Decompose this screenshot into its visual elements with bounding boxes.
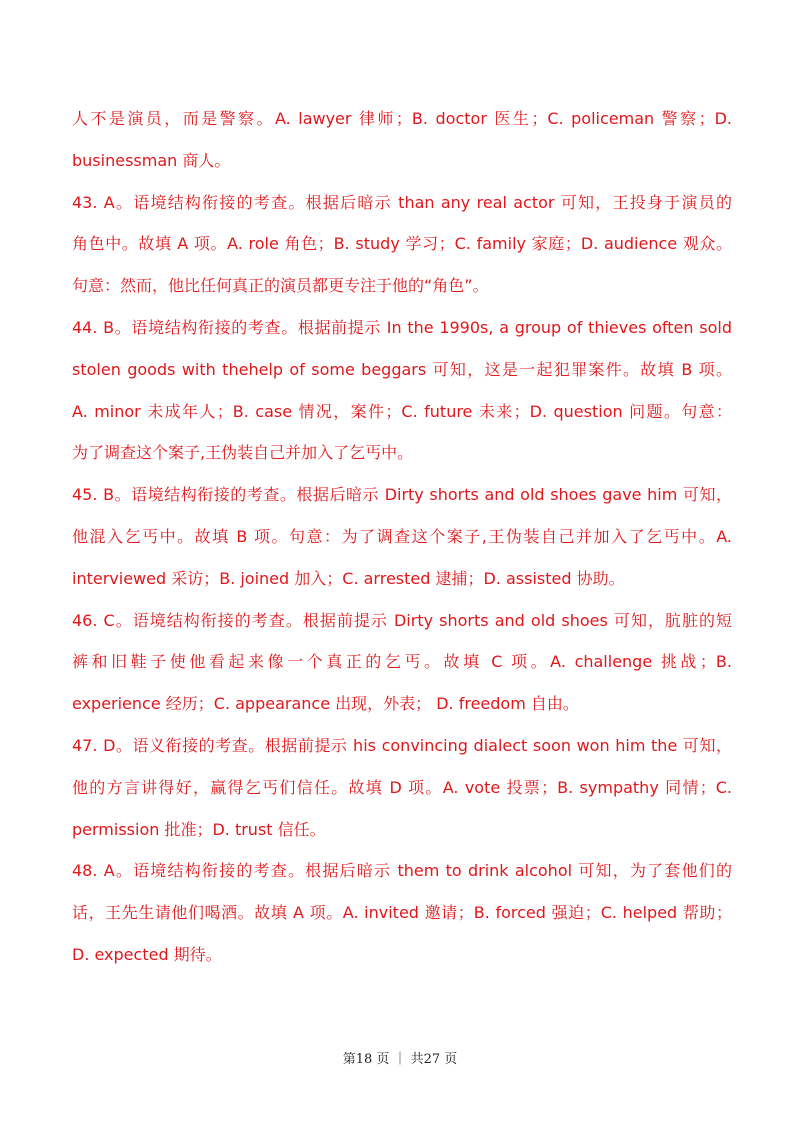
text-line: stolen goods with thehelp of some beggars 可知，这是一起犯罪案件。故填 B 项。 — [72, 359, 732, 379]
text-line: interviewed 采访；B. joined 加入；C. arrested 逮捕；D. assisted 协助。 — [72, 568, 625, 588]
text-line: 他混入乞丐中。故填 B 项。句意：为了调查这个案子,王伪装自己并加入了乞丐中。A. — [72, 526, 732, 546]
text-line: 44. B。语境结构衔接的考查。根据前提示 In the 1990s, a group of thieves often sold — [72, 317, 732, 337]
text-line: permission 批准；D. trust 信任。 — [72, 819, 326, 839]
text-line: 句意：然而，他比任何真正的演员都更专注于他的“角色”。 — [72, 276, 489, 296]
text-line: 47. D。语义衔接的考查。根据前提示 his convincing dialect soon won him the 可知， — [72, 735, 732, 755]
text-line: 话，王先生请他们喝酒。故填 A 项。A. invited 邀请；B. forced 强迫；C. helped 帮助； — [72, 903, 732, 923]
text-line: 角色中。故填 A 项。A. role 角色；B. study 学习；C. family 家庭；D. audience 观众。 — [72, 234, 732, 254]
text-line: 人不是演员，而是警察。A. lawyer 律师；B. doctor 医生；C. policeman 警察；D. — [72, 109, 732, 128]
text-line: 46. C。语境结构衔接的考查。根据前提示 Dirty shorts and old shoes 可知，肮脏的短 — [72, 610, 732, 630]
text-line: businessman 商人。 — [72, 150, 231, 170]
text-line: 43. A。语境结构衔接的考查。根据后暗示 than any real actor 可知，王投身于演员的 — [72, 192, 732, 212]
text-line: 48. A。语境结构衔接的考查。根据后暗示 them to drink alcohol 可知，为了套他们的 — [72, 861, 732, 881]
text-line: 他的方言讲得好，赢得乞丐们信任。故填 D 项。A. vote 投票；B. sympathy 同情；C. — [72, 777, 732, 797]
text-line: 45. B。语境结构衔接的考查。根据后暗示 Dirty shorts and old shoes gave him 可知， — [72, 485, 732, 505]
text-line: 为了调查这个案子,王伪装自己并加入了乞丐中。 — [72, 443, 414, 463]
text-line: A. minor 未成年人；B. case 情况，案件；C. future 未来；D. question 问题。句意： — [72, 401, 732, 421]
text-line: D. expected 期待。 — [72, 944, 222, 964]
text-line: experience 经历；C. appearance 出现，外表； D. freedom 自由。 — [72, 694, 579, 714]
text-line: 裤和旧鞋子使他看起来像一个真正的乞丐。故填 C 项。A. challenge 挑战；B. — [72, 652, 732, 672]
page-footer: 第18 页 ｜ 共27 页 — [342, 1052, 458, 1067]
answer-explanations — [72, 98, 732, 976]
